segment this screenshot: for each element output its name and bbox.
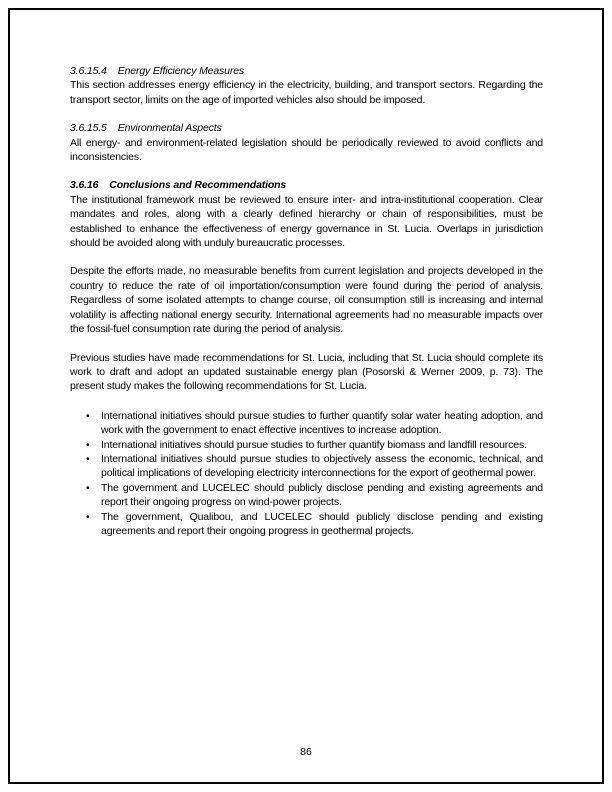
- section-number: 3.6.16: [70, 179, 99, 192]
- section-heading-conclusions: [70, 178, 543, 192]
- section-number: 3.6.15.4: [70, 65, 107, 77]
- bullet-icon: •: [86, 452, 90, 465]
- list-item: [86, 409, 543, 438]
- list-item: [86, 438, 543, 452]
- list-item-text: The government, Qualibou, and LUCELEC should publicly disclose pending and existing agreements and report their ongoing progress in geothermal projects.: [101, 510, 543, 537]
- list-item-text: International initiatives should pursue studies to further quantify biomass and landfill resources.: [101, 438, 527, 451]
- paragraph-institutional-framework: The institutional framework must be reviewed to ensure inter- and intra-institutional cooperation. Clear mandates and roles, along with a clearly defined hierarchy or chain of responsibilities, must be established to enhance the effectiveness of energy governance in St. Lucia. Overlaps in jurisdiction should be avoided along with unduly bureaucratic processes.: [70, 193, 543, 250]
- section-heading-environmental-aspects: [70, 121, 543, 135]
- list-item: [86, 481, 543, 510]
- section-title: Environmental Aspects: [117, 122, 222, 135]
- paragraph-previous-studies: Previous studies have made recommendations for St. Lucia, including that St. Lucia should complete its work to draft and adopt an updated sustainable energy plan (Posorski & Werner 2009, p. 73). The present study makes the following recommendations for St. Lucia.: [70, 351, 543, 393]
- list-item-text: International initiatives should pursue studies to objectively assess the economic, technical, and political implications of developing electricity interconnections for the export of geothermal power.: [101, 452, 543, 480]
- list-item: [86, 510, 543, 539]
- document-content: [70, 64, 543, 538]
- list-item-text: The government and LUCELEC should publicly disclose pending and existing agreements and report their ongoing progress on wind-power projects.: [101, 481, 543, 509]
- paragraph-energy-efficiency: This section addresses energy efficiency in the electricity, building, and transport sectors. Regarding the transport sector, limits on the age of imported vehicles also should be imposed.: [70, 79, 543, 106]
- bullet-icon: •: [86, 409, 90, 422]
- page-number: 86: [300, 746, 312, 758]
- section-title: Conclusions and Recommendations: [109, 179, 287, 192]
- paragraph-environmental-aspects: All energy- and environment-related legislation should be periodically reviewed to avoid conflicts and inconsistencies.: [70, 136, 543, 164]
- paragraph-despite-efforts: Despite the efforts made, no measurable benefits from current legislation and projects developed in the country to reduce the rate of oil importation/consumption were found during the period of analysis. Regardless of some isolated attempts to change course, oil consumption still is increasing and internal volatility is affecting national energy security. International agreements had no measurable impacts over the fossil-fuel consumption rate during the period of analysis.: [70, 265, 543, 336]
- section-heading-energy-efficiency: [70, 64, 543, 78]
- section-title: Energy Efficiency Measures: [117, 65, 244, 77]
- section-number: 3.6.15.5: [70, 122, 107, 135]
- bullet-icon: •: [86, 438, 90, 451]
- list-item: [86, 452, 543, 481]
- list-item-text: International initiatives should pursue studies to further quantify solar water heating adoption, and work with the government to enact effective incentives to increase adoption.: [101, 409, 543, 437]
- bullet-icon: •: [86, 481, 90, 494]
- bullet-icon: •: [86, 510, 90, 523]
- recommendations-list: [86, 409, 543, 539]
